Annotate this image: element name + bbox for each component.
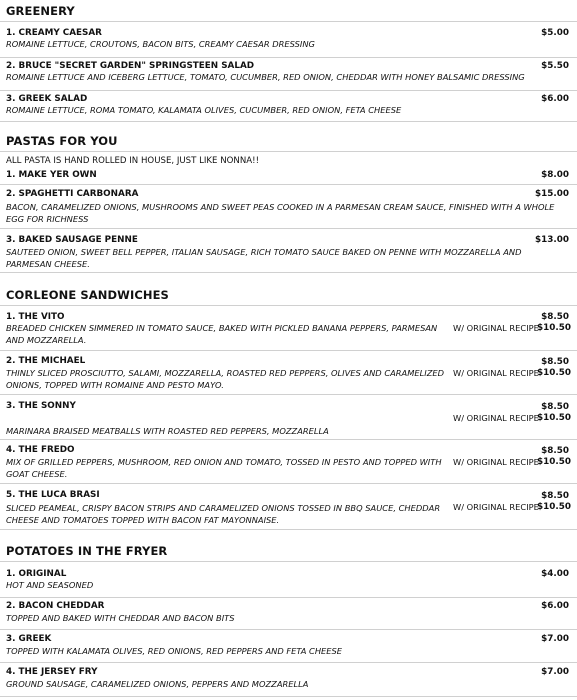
item-price: $6.00: [541, 94, 569, 104]
item-price: $5.50: [541, 61, 569, 71]
menu-item: [0, 667, 577, 697]
section-note: ALL PASTA IS HAND ROLLED IN HOUSE, JUST LIKE NONNA!!: [6, 156, 260, 166]
item-description: THINLY SLICED PROSCIUTTO, SALAMI, MOZZARELLA, ROASTED RED PEPPERS, OLIVES AND CARAMELIZED ONIONS, TOPPED WITH ROMAINE AND PESTO MAYO.: [6, 368, 445, 390]
original-recipe-label: W/ ORIGINAL RECIPE: [453, 457, 539, 467]
original-recipe-price: $10.50: [537, 323, 571, 333]
item-price: $8.50: [541, 491, 569, 501]
menu-item: [0, 445, 577, 484]
item-price: $6.00: [541, 601, 569, 611]
item-name: 1. ORIGINAL: [6, 569, 67, 579]
item-price: $15.00: [535, 189, 569, 199]
menu-item: [0, 235, 577, 273]
item-price: $5.00: [541, 28, 569, 38]
item-price: $8.50: [541, 357, 569, 367]
item-description: GROUND SAUSAGE, CARAMELIZED ONIONS, PEPPERS AND MOZZARELLA: [6, 679, 309, 689]
section-title-pastas: PASTAS FOR YOU: [0, 134, 577, 152]
original-recipe-price: $10.50: [537, 413, 571, 423]
item-name: 2. BRUCE "SECRET GARDEN" SPRINGSTEEN SALAD: [6, 61, 255, 71]
item-price: $8.50: [541, 402, 569, 412]
original-recipe-price: $10.50: [537, 502, 571, 512]
item-price: $13.00: [535, 235, 569, 245]
original-recipe-label: W/ ORIGINAL RECIPE: [453, 413, 539, 423]
item-name: 3. GREEK: [6, 634, 52, 644]
menu-item: [0, 61, 577, 91]
original-recipe-label: W/ ORIGINAL RECIPE: [453, 502, 539, 512]
original-recipe-label: W/ ORIGINAL RECIPE: [453, 323, 539, 333]
item-name: 3. GREEK SALAD: [6, 94, 88, 104]
item-price: $8.50: [541, 446, 569, 456]
item-description: BREADED CHICKEN SIMMERED IN TOMATO SAUCE, BAKED WITH PICKLED BANANA PEPPERS, PARMESAN AND MOZZARELLA.: [6, 323, 438, 345]
item-name: 2. SPAGHETTI CARBONARA: [6, 189, 139, 199]
menu-item: [0, 569, 577, 598]
item-name: 4. THE FREDO: [6, 445, 75, 455]
item-description: TOPPED WITH KALAMATA OLIVES, RED ONIONS, RED PEPPERS AND FETA CHEESE: [6, 646, 343, 656]
original-recipe-label: W/ ORIGINAL RECIPE: [453, 368, 539, 378]
item-name: 1. CREAMY CAESAR: [6, 28, 102, 38]
item-price: $8.50: [541, 312, 569, 322]
item-description: MARINARA BRAISED MEATBALLS WITH ROASTED RED PEPPERS, MOZZARELLA: [6, 426, 329, 436]
original-recipe-price: $10.50: [537, 457, 571, 467]
menu-item: [0, 94, 577, 122]
menu-item: [0, 189, 577, 229]
item-description: MIX OF GRILLED PEPPERS, MUSHROOM, RED ONION AND TOMATO, TOSSED IN PESTO AND TOPPED WITH GOAT CHEESE.: [6, 457, 442, 479]
item-price: $7.00: [541, 667, 569, 677]
item-price: $8.00: [541, 170, 569, 180]
item-name: 1. MAKE YER OWN: [6, 170, 97, 180]
item-name: 5. THE LUCA BRASI: [6, 490, 100, 500]
menu-item: [0, 634, 577, 663]
item-description: ROMAINE LETTUCE AND ICEBERG LETTUCE, TOMATO, CUCUMBER, RED ONION, CHEDDAR WITH HONEY BALSAMIC DRESSING: [6, 72, 525, 82]
item-name: 4. THE JERSEY FRY: [6, 667, 98, 677]
item-description: SLICED PEAMEAL, CRISPY BACON STRIPS AND CARAMELIZED ONIONS TOSSED IN BBQ SAUCE, CHEDDAR CHEESE AND TOMATOES TOPPED WITH BACON FAT MAYONNAISE.: [6, 503, 441, 525]
item-description: ROMAINE LETTUCE, ROMA TOMATO, KALAMATA OLIVES, CUCUMBER, RED ONION, FETA CHEESE: [6, 105, 402, 115]
item-name: 2. THE MICHAEL: [6, 356, 86, 366]
item-description: SAUTEED ONION, SWEET BELL PEPPER, ITALIAN SAUSAGE, RICH TOMATO SAUCE BAKED ON PENNE WITH MOZZARELLA AND PARMESAN CHEESE.: [6, 247, 522, 269]
item-name: 3. THE SONNY: [6, 401, 76, 411]
menu-item: [0, 312, 577, 351]
menu-item: [0, 28, 577, 58]
item-price: $4.00: [541, 569, 569, 579]
section-title-potatoes: POTATOES IN THE FRYER: [0, 544, 577, 562]
item-description: ROMAINE LETTUCE, CROUTONS, BACON BITS, CREAMY CAESAR DRESSING: [6, 39, 315, 49]
menu-item: [0, 601, 577, 630]
section-title-greenery: GREENERY: [0, 4, 577, 22]
item-description: TOPPED AND BAKED WITH CHEDDAR AND BACON BITS: [6, 613, 235, 623]
item-name: 3. BAKED SAUSAGE PENNE: [6, 235, 138, 245]
menu-item: [0, 490, 577, 530]
section-title-sandwiches: CORLEONE SANDWICHES: [0, 288, 577, 306]
menu-item: [0, 356, 577, 395]
item-name: 2. BACON CHEDDAR: [6, 601, 105, 611]
original-recipe-price: $10.50: [537, 368, 571, 378]
item-price: $7.00: [541, 634, 569, 644]
menu-item: [0, 170, 577, 185]
menu-item: [0, 401, 577, 440]
item-description: HOT AND SEASONED: [6, 580, 94, 590]
item-description: BACON, CARAMELIZED ONIONS, MUSHROOMS AND SWEET PEAS COOKED IN A PARMESAN CREAM SAUCE, FINISHED WITH A WHOLE EGG FOR RICHNESS: [6, 202, 555, 224]
item-name: 1. THE VITO: [6, 312, 65, 322]
